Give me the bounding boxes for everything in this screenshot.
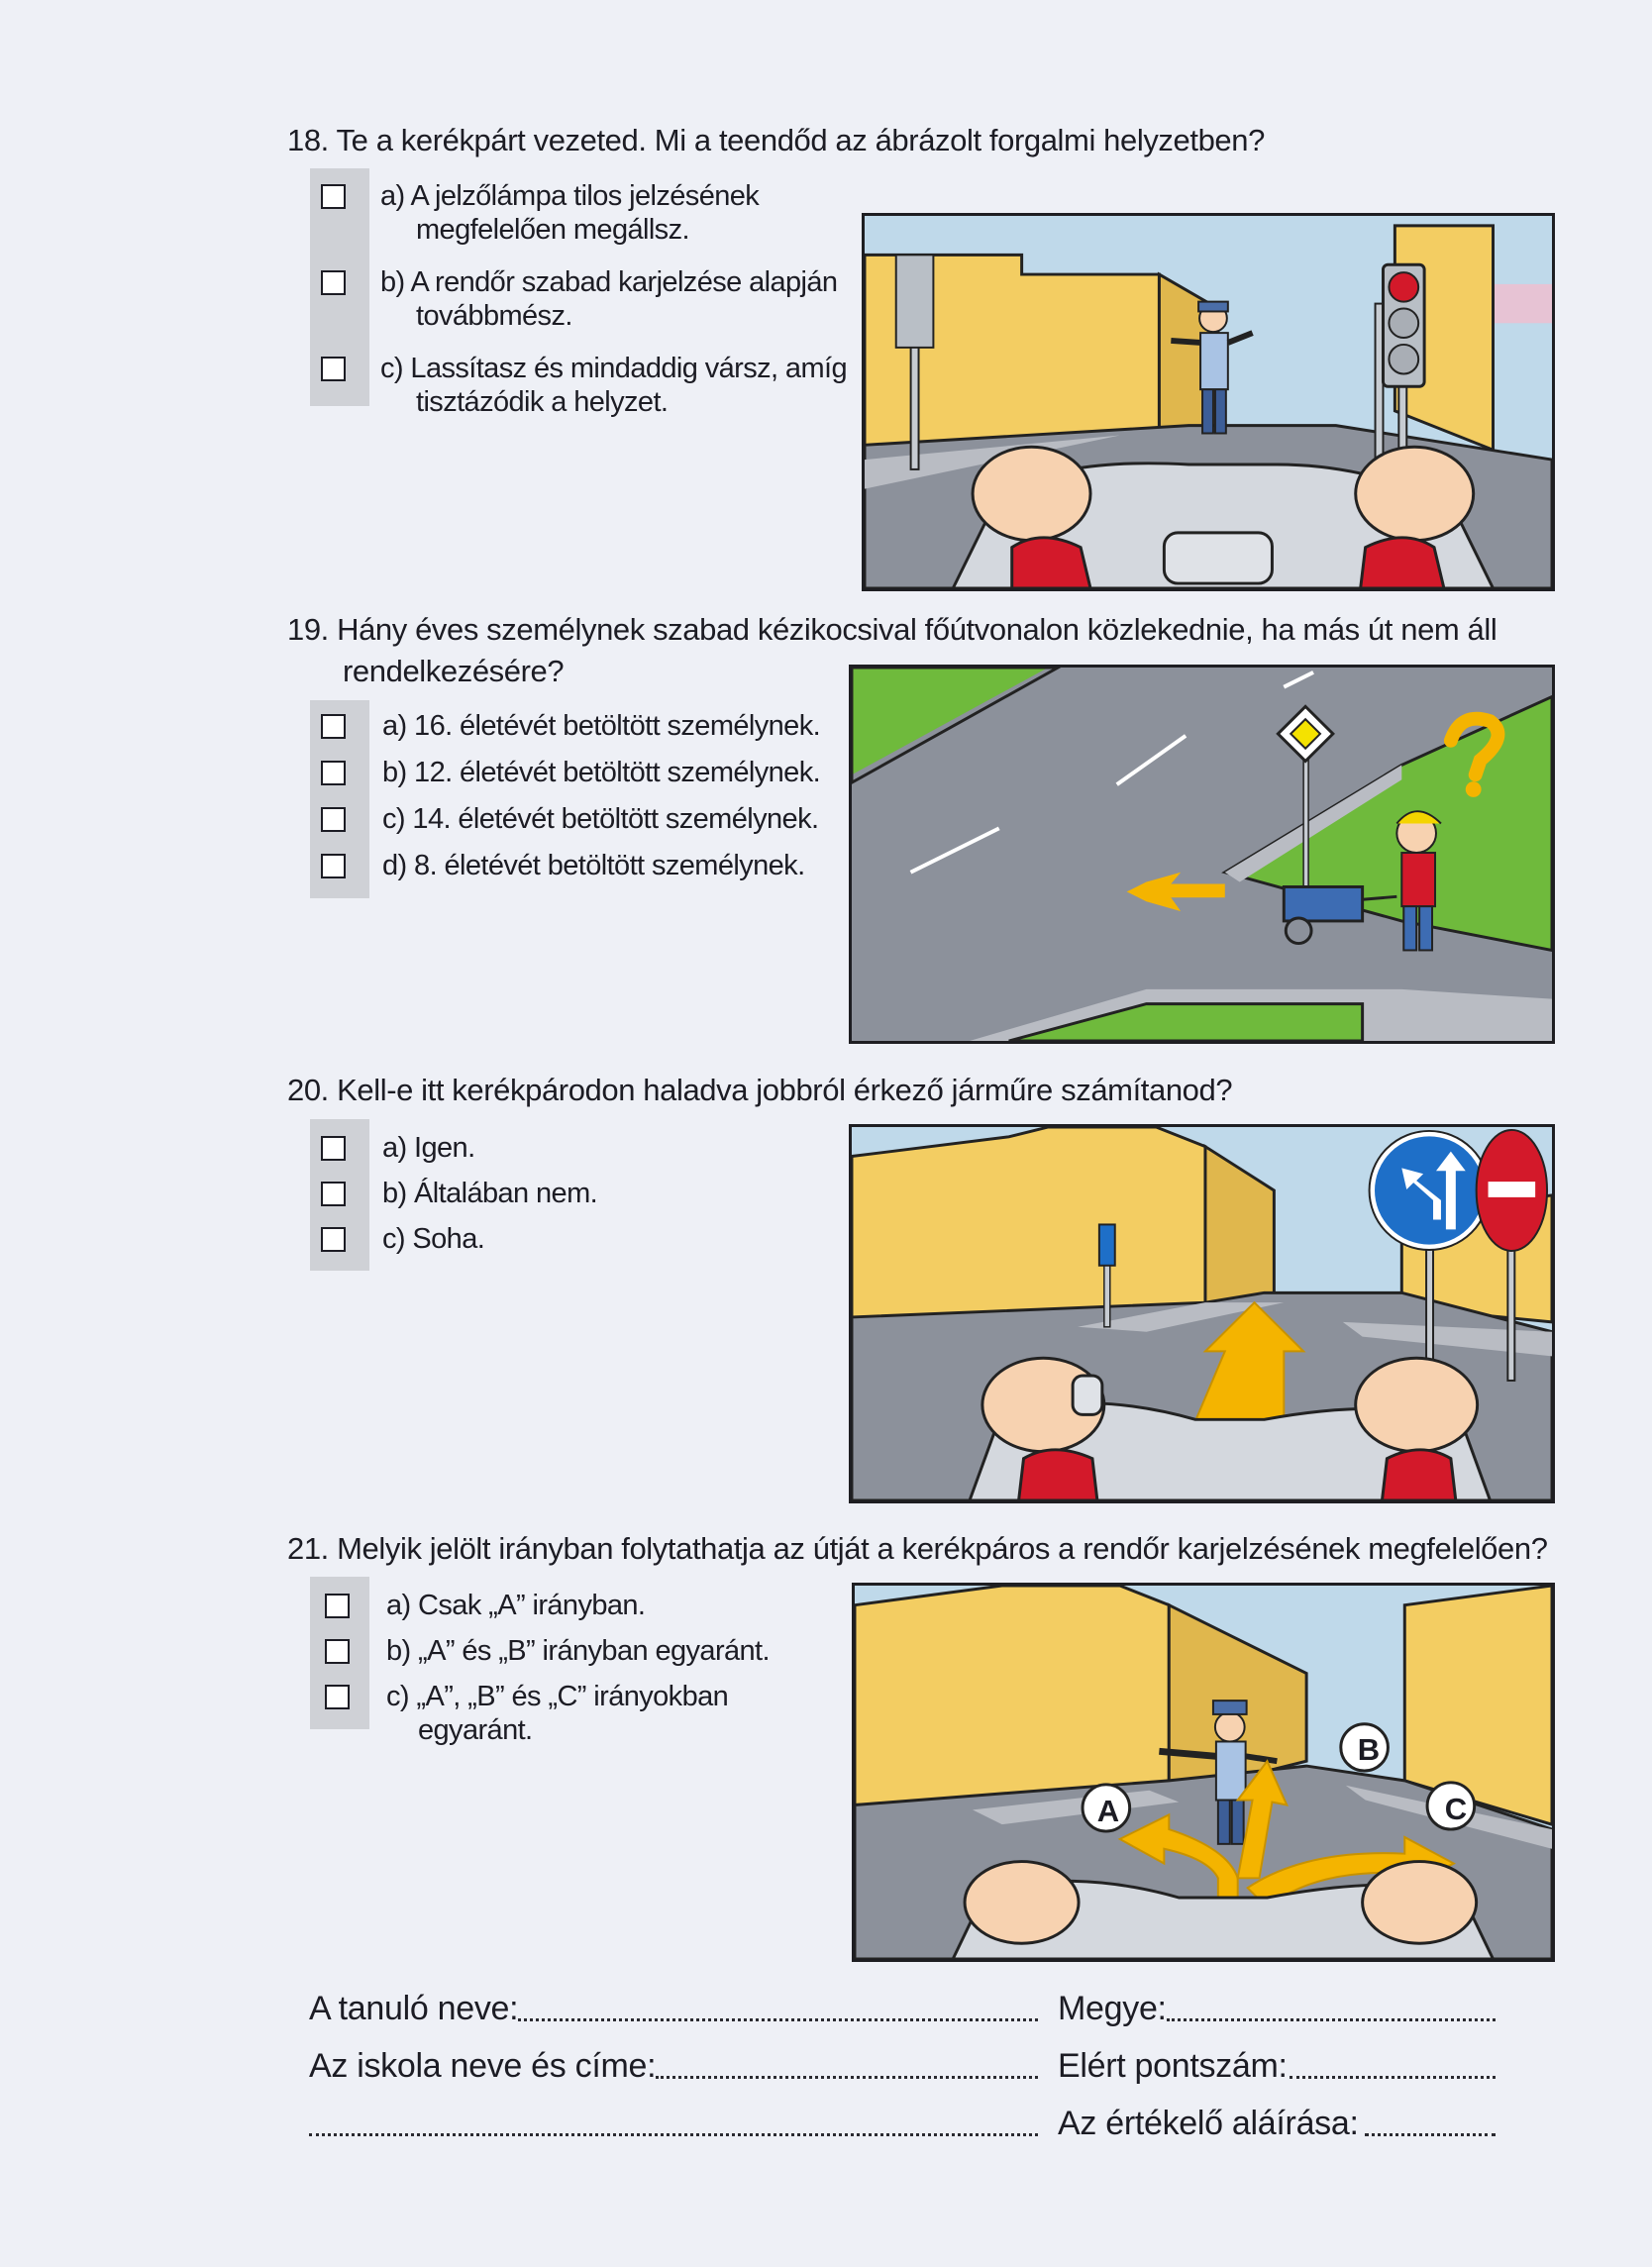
q20-illustration [849,1124,1555,1503]
q18-option-b-text: b) A rendőr szabad karjelzése alapján továbbmész. [380,266,838,332]
q20-option-c-text: c) Soha. [382,1223,485,1255]
student-name-label: A tanuló neve: [309,1990,519,2027]
q19-option-c-text: c) 14. életévét betöltött személynek. [382,803,819,835]
q21-option-b-text: b) „A” és „B” irányban egyaránt. [386,1635,770,1667]
q21-option-b-checkbox[interactable] [325,1639,350,1664]
q20-title: 20. Kell-e itt kerékpárodon haladva jobbról érkező járműre számítanod? [287,1073,1233,1107]
q19-title-line2: rendelkezésére? [343,654,565,688]
direction-label-a: A [1096,1794,1120,1828]
q18-illustration [862,213,1555,591]
county-label: Megye: [1058,1990,1167,2027]
q20-option-a-checkbox[interactable] [321,1136,346,1161]
q19-option-c-checkbox[interactable] [321,807,346,832]
q20-option-a-text: a) Igen. [382,1132,475,1164]
q18-option-c-text: c) Lassítasz és mindaddig vársz, amíg tisztázódik a helyzet. [380,353,847,418]
q19-option-a-text: a) 16. életévét betöltött személynek. [382,710,821,742]
q18-option-a-checkbox[interactable] [321,184,346,209]
q21-option-c-checkbox[interactable] [325,1685,350,1709]
direction-label-b: B [1357,1732,1381,1767]
school-field-continued[interactable] [309,2133,1038,2136]
q19-illustration [849,665,1555,1044]
q20-option-c-checkbox[interactable] [321,1227,346,1252]
score-label: Elért pontszám: [1058,2047,1288,2085]
q19-option-d-checkbox[interactable] [321,854,346,878]
score-field[interactable] [1290,2076,1496,2079]
q19-option-d-text: d) 8. életévét betöltött személynek. [382,850,805,881]
q19-option-b-checkbox[interactable] [321,761,346,785]
q21-title: 21. Melyik jelölt irányban folytathatja az útját a kerékpáros a rendőr karjelzésének megfelelően? [287,1531,1548,1566]
q18-title: 18. Te a kerékpárt vezeted. Mi a teendőd az ábrázolt forgalmi helyzetben? [287,123,1265,157]
direction-label-c: C [1444,1792,1468,1826]
q19-option-a-checkbox[interactable] [321,714,346,739]
q19-option-b-text: b) 12. életévét betöltött személynek. [382,757,821,788]
evaluator-signature-field[interactable] [1365,2133,1496,2136]
school-field[interactable] [656,2076,1038,2079]
evaluator-label: Az értékelő aláírása: [1058,2105,1359,2142]
q19-title-line1: 19. Hány éves személynek szabad kézikocsival főútvonalon közlekednie, ha más út nem áll [287,612,1497,647]
county-field[interactable] [1167,2018,1496,2021]
q21-option-a-text: a) Csak „A” irányban. [386,1590,646,1621]
q21-option-c-text: c) „A”, „B” és „C” irányokban egyaránt. [386,1681,729,1746]
q20-option-b-text: b) Általában nem. [382,1178,598,1209]
q21-option-a-checkbox[interactable] [325,1594,350,1618]
q21-illustration [852,1583,1555,1962]
q18-option-b-checkbox[interactable] [321,270,346,295]
student-name-field[interactable] [518,2018,1038,2021]
q18-option-c-checkbox[interactable] [321,357,346,381]
school-label: Az iskola neve és címe: [309,2047,657,2085]
q20-option-b-checkbox[interactable] [321,1182,346,1206]
q18-option-a-text: a) A jelzőlámpa tilos jelzésének megfelelően megállsz. [380,180,760,246]
